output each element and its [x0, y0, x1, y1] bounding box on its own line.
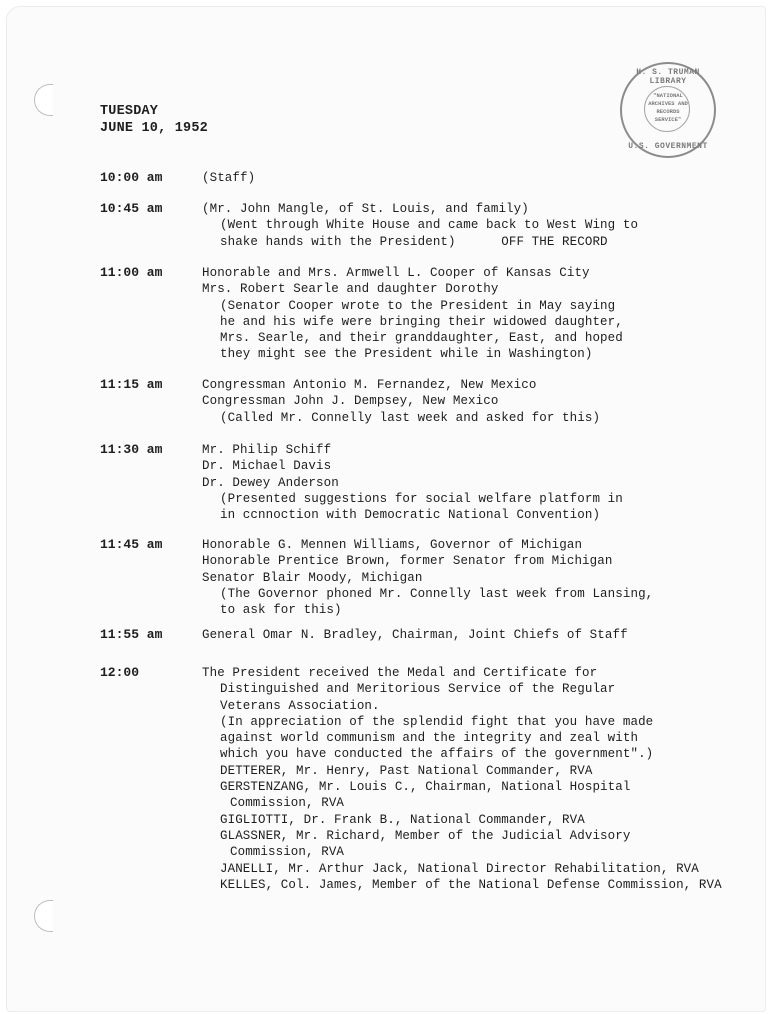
entry-line: General Omar N. Bradley, Chairman, Joint Chiefs of Staff — [202, 628, 628, 642]
entry-line: Senator Blair Moody, Michigan — [202, 570, 423, 585]
entry-line: in ccnnoction with Democratic National Convention) — [220, 508, 601, 523]
entry-body — [202, 665, 762, 893]
stamp-center-line: "NATIONAL — [653, 92, 683, 99]
stamp-center-line: ARCHIVES AND — [648, 100, 688, 107]
entry-line: Honorable Prentice Brown, former Senator from Michigan — [202, 554, 613, 569]
entry-line: Commission, RVA — [230, 796, 345, 811]
entry-line: shake hands with the President) OFF THE RECORD — [220, 234, 608, 249]
entry-time: 11:00 am — [100, 265, 163, 280]
entry-line: (Mr. John Mangle, of St. Louis, and family) — [202, 202, 529, 216]
stamp-center-line: RECORDS — [656, 108, 680, 115]
entry-body — [202, 442, 762, 523]
entry-time: 10:00 am — [100, 170, 163, 185]
entry-line: Mr. Philip Schiff — [202, 443, 332, 457]
entry-line: KELLES, Col. James, Member of the National Defense Commission, RVA — [220, 877, 722, 892]
entry-line: GLASSNER, Mr. Richard, Member of the Judicial Advisory — [220, 828, 631, 843]
entry-time: 11:30 am — [100, 442, 163, 457]
entry-line: Distinguished and Meritorious Service of the Regular — [220, 682, 616, 697]
stamp-ring-bottom-text: U.S. GOVERNMENT — [628, 142, 708, 151]
entry-time: 11:45 am — [100, 537, 163, 552]
entry-line: Mrs. Searle, and their granddaughter, East, and hoped — [220, 331, 623, 346]
entry-line: (The Governor phoned Mr. Connelly last week from Lansing, — [220, 586, 654, 601]
day-heading: TUESDAY — [100, 104, 159, 119]
stamp-center-text — [638, 92, 698, 124]
entry-line: DETTERER, Mr. Henry, Past National Commander, RVA — [220, 763, 593, 778]
entry-line: Honorable and Mrs. Armwell L. Cooper of Kansas City — [202, 266, 590, 280]
entry-line: The President received the Medal and Certificate for — [202, 666, 598, 680]
entry-line: JANELLI, Mr. Arthur Jack, National Director Rehabilitation, RVA — [220, 861, 699, 876]
entry-line: (Staff) — [202, 171, 256, 185]
entry-time: 12:00 — [100, 665, 140, 680]
binder-hole-top — [34, 84, 53, 116]
entry-line: Congressman John J. Dempsey, New Mexico — [202, 394, 499, 409]
entry-line: Honorable G. Mennen Williams, Governor of Michigan — [202, 538, 583, 552]
entry-body — [202, 265, 762, 363]
entry-line: Veterans Association. — [220, 698, 380, 713]
entry-line: (Presented suggestions for social welfare platform in — [220, 491, 623, 506]
date-heading: JUNE 10, 1952 — [100, 121, 208, 136]
stamp-center-line: SERVICE" — [654, 116, 682, 123]
entry-line: they might see the President while in Washington) — [220, 347, 593, 362]
entry-line: GIGLIOTTI, Dr. Frank B., National Commander, RVA — [220, 812, 585, 827]
entry-line: to ask for this) — [220, 603, 342, 618]
entry-line: against world communism and the integrity and zeal with — [220, 731, 639, 746]
entry-body — [202, 537, 762, 618]
entry-line: Dr. Dewey Anderson — [202, 475, 339, 490]
entry-line: Congressman Antonio M. Fernandez, New Mexico — [202, 378, 537, 392]
archive-stamp — [620, 62, 716, 158]
entry-time: 11:15 am — [100, 377, 163, 392]
entry-body — [202, 627, 762, 643]
entry-line: which you have conducted the affairs of the government".) — [220, 747, 654, 762]
entry-body — [202, 201, 762, 250]
entry-time: 11:55 am — [100, 627, 163, 642]
entry-line: GERSTENZANG, Mr. Louis C., Chairman, National Hospital — [220, 780, 631, 795]
entry-time: 10:45 am — [100, 201, 163, 216]
entry-body — [202, 377, 762, 426]
entry-line: Mrs. Robert Searle and daughter Dorothy — [202, 282, 499, 297]
entry-line: (In appreciation of the splendid fight that you have made — [220, 714, 654, 729]
binder-hole-bottom — [34, 900, 53, 932]
entry-body — [202, 170, 762, 186]
stamp-ring-top-text: H. S. TRUMAN LIBRARY — [636, 68, 700, 86]
entry-line: Dr. Michael Davis — [202, 459, 332, 474]
entry-line: (Senator Cooper wrote to the President in May saying — [220, 298, 616, 313]
entry-line: Commission, RVA — [230, 845, 345, 860]
entry-line: he and his wife were bringing their widowed daughter, — [220, 314, 623, 329]
entry-line: (Went through White House and came back to West Wing to — [220, 218, 639, 233]
entry-line: (Called Mr. Connelly last week and asked for this) — [220, 410, 601, 425]
